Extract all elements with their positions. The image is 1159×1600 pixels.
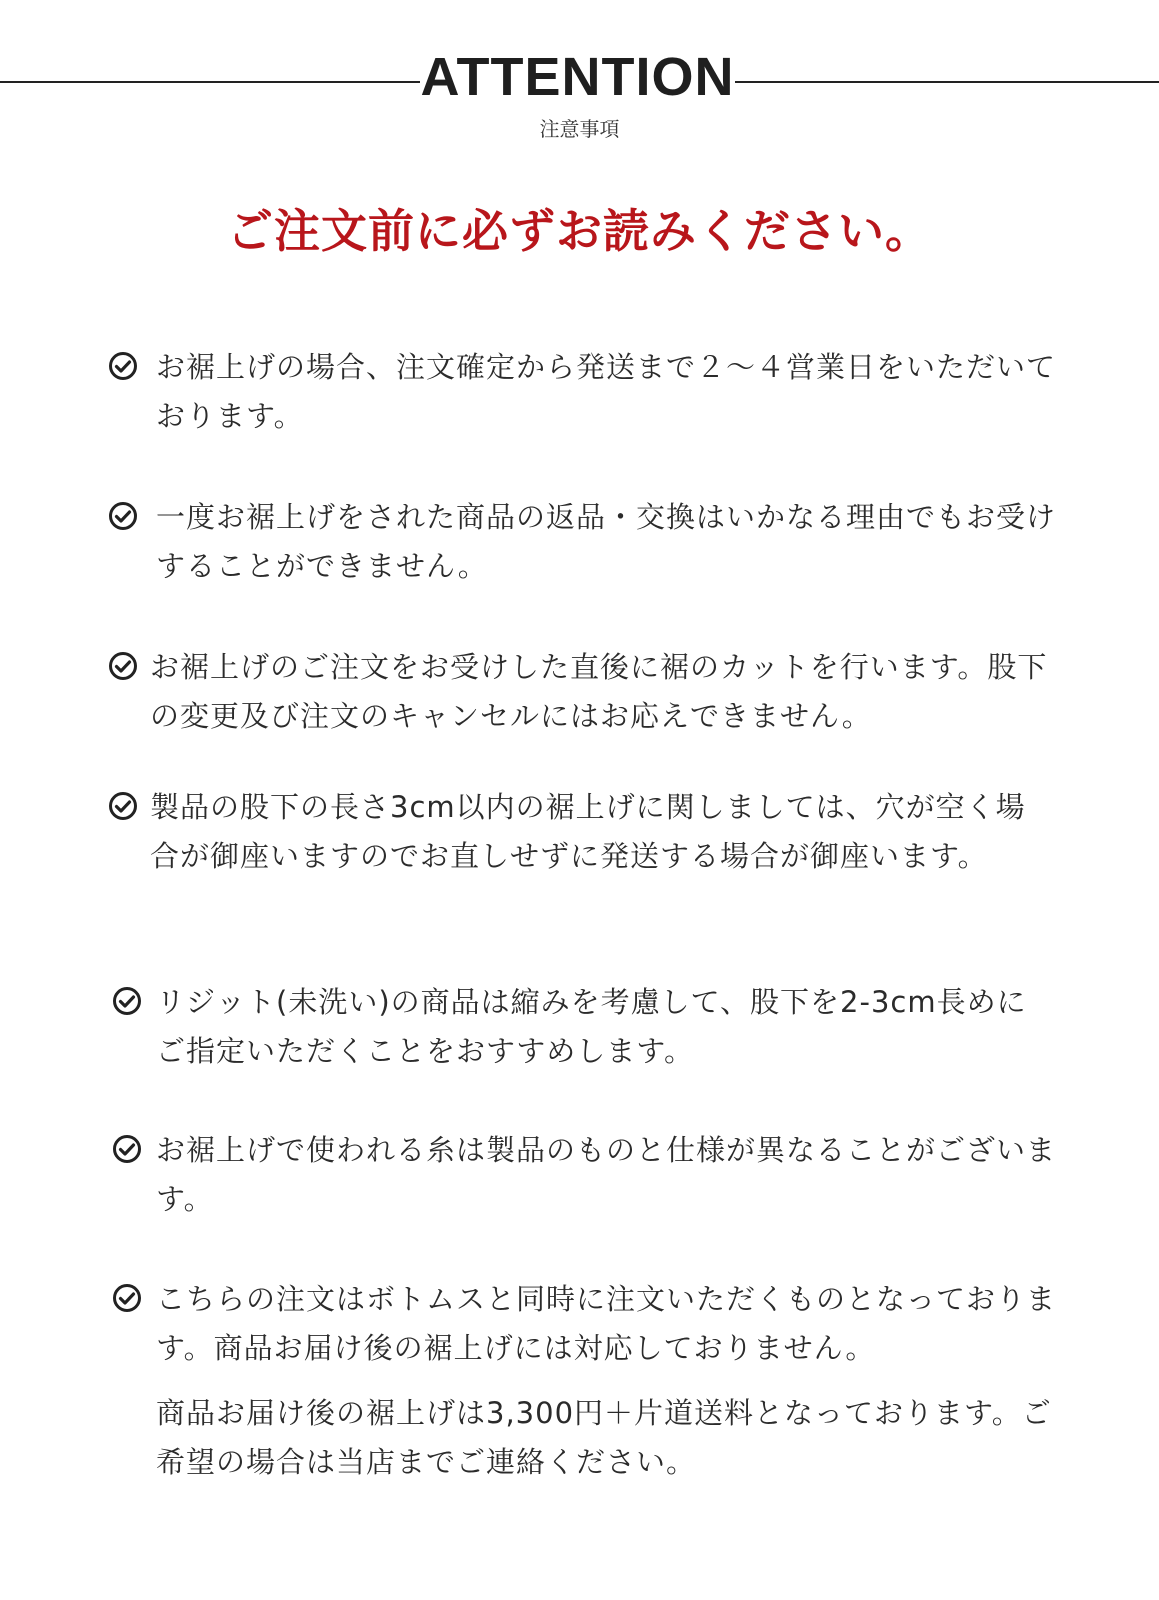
check-circle-icon	[108, 651, 138, 681]
list-item-text: お裾上げで使われる糸は製品のものと仕様が異なることがございます。	[156, 1133, 1057, 1216]
check-circle-icon	[108, 351, 138, 381]
check-circle-icon	[108, 791, 138, 821]
list-item-text: 一度お裾上げをされた商品の返品・交換はいかなる理由でもお受けすることができません。	[156, 500, 1057, 583]
check-circle-icon	[112, 1283, 142, 1313]
read-before-order-notice: ご注文前に必ずお読みください。	[227, 204, 932, 258]
list-item-text: お裾上げのご注文をお受けした直後に裾のカットを行います。股下の変更及び注文のキャンセルにはお応えできません。	[150, 650, 1048, 733]
list-item-text: お裾上げの場合、注文確定から発送まで２～４営業日をいただいております。	[156, 350, 1057, 433]
check-circle-icon	[112, 986, 142, 1016]
check-circle-icon	[112, 1134, 142, 1164]
page-title: ATTENTION	[420, 47, 735, 107]
check-circle-icon	[108, 501, 138, 531]
extra-note: 商品お届け後の裾上げは3,300円＋片道送料となっております。ご希望の場合は当店までご連絡ください。	[156, 1396, 1052, 1479]
list-item-text: 製品の股下の長さ3cm以内の裾上げに関しましては、穴が空く場合が御座いますのでお直しせずに発送する場合が御座います。	[150, 790, 1026, 873]
page-subtitle: 注意事項	[539, 117, 620, 141]
list-item-text: こちらの注文はボトムスと同時に注文いただくものとなっております。商品お届け後の裾上げには対応しておりません。	[156, 1282, 1057, 1365]
list-item-text: リジット(未洗い)の商品は縮みを考慮して、股下を2-3cm長めにご指定いただくことをおすすめします。	[156, 985, 1027, 1068]
